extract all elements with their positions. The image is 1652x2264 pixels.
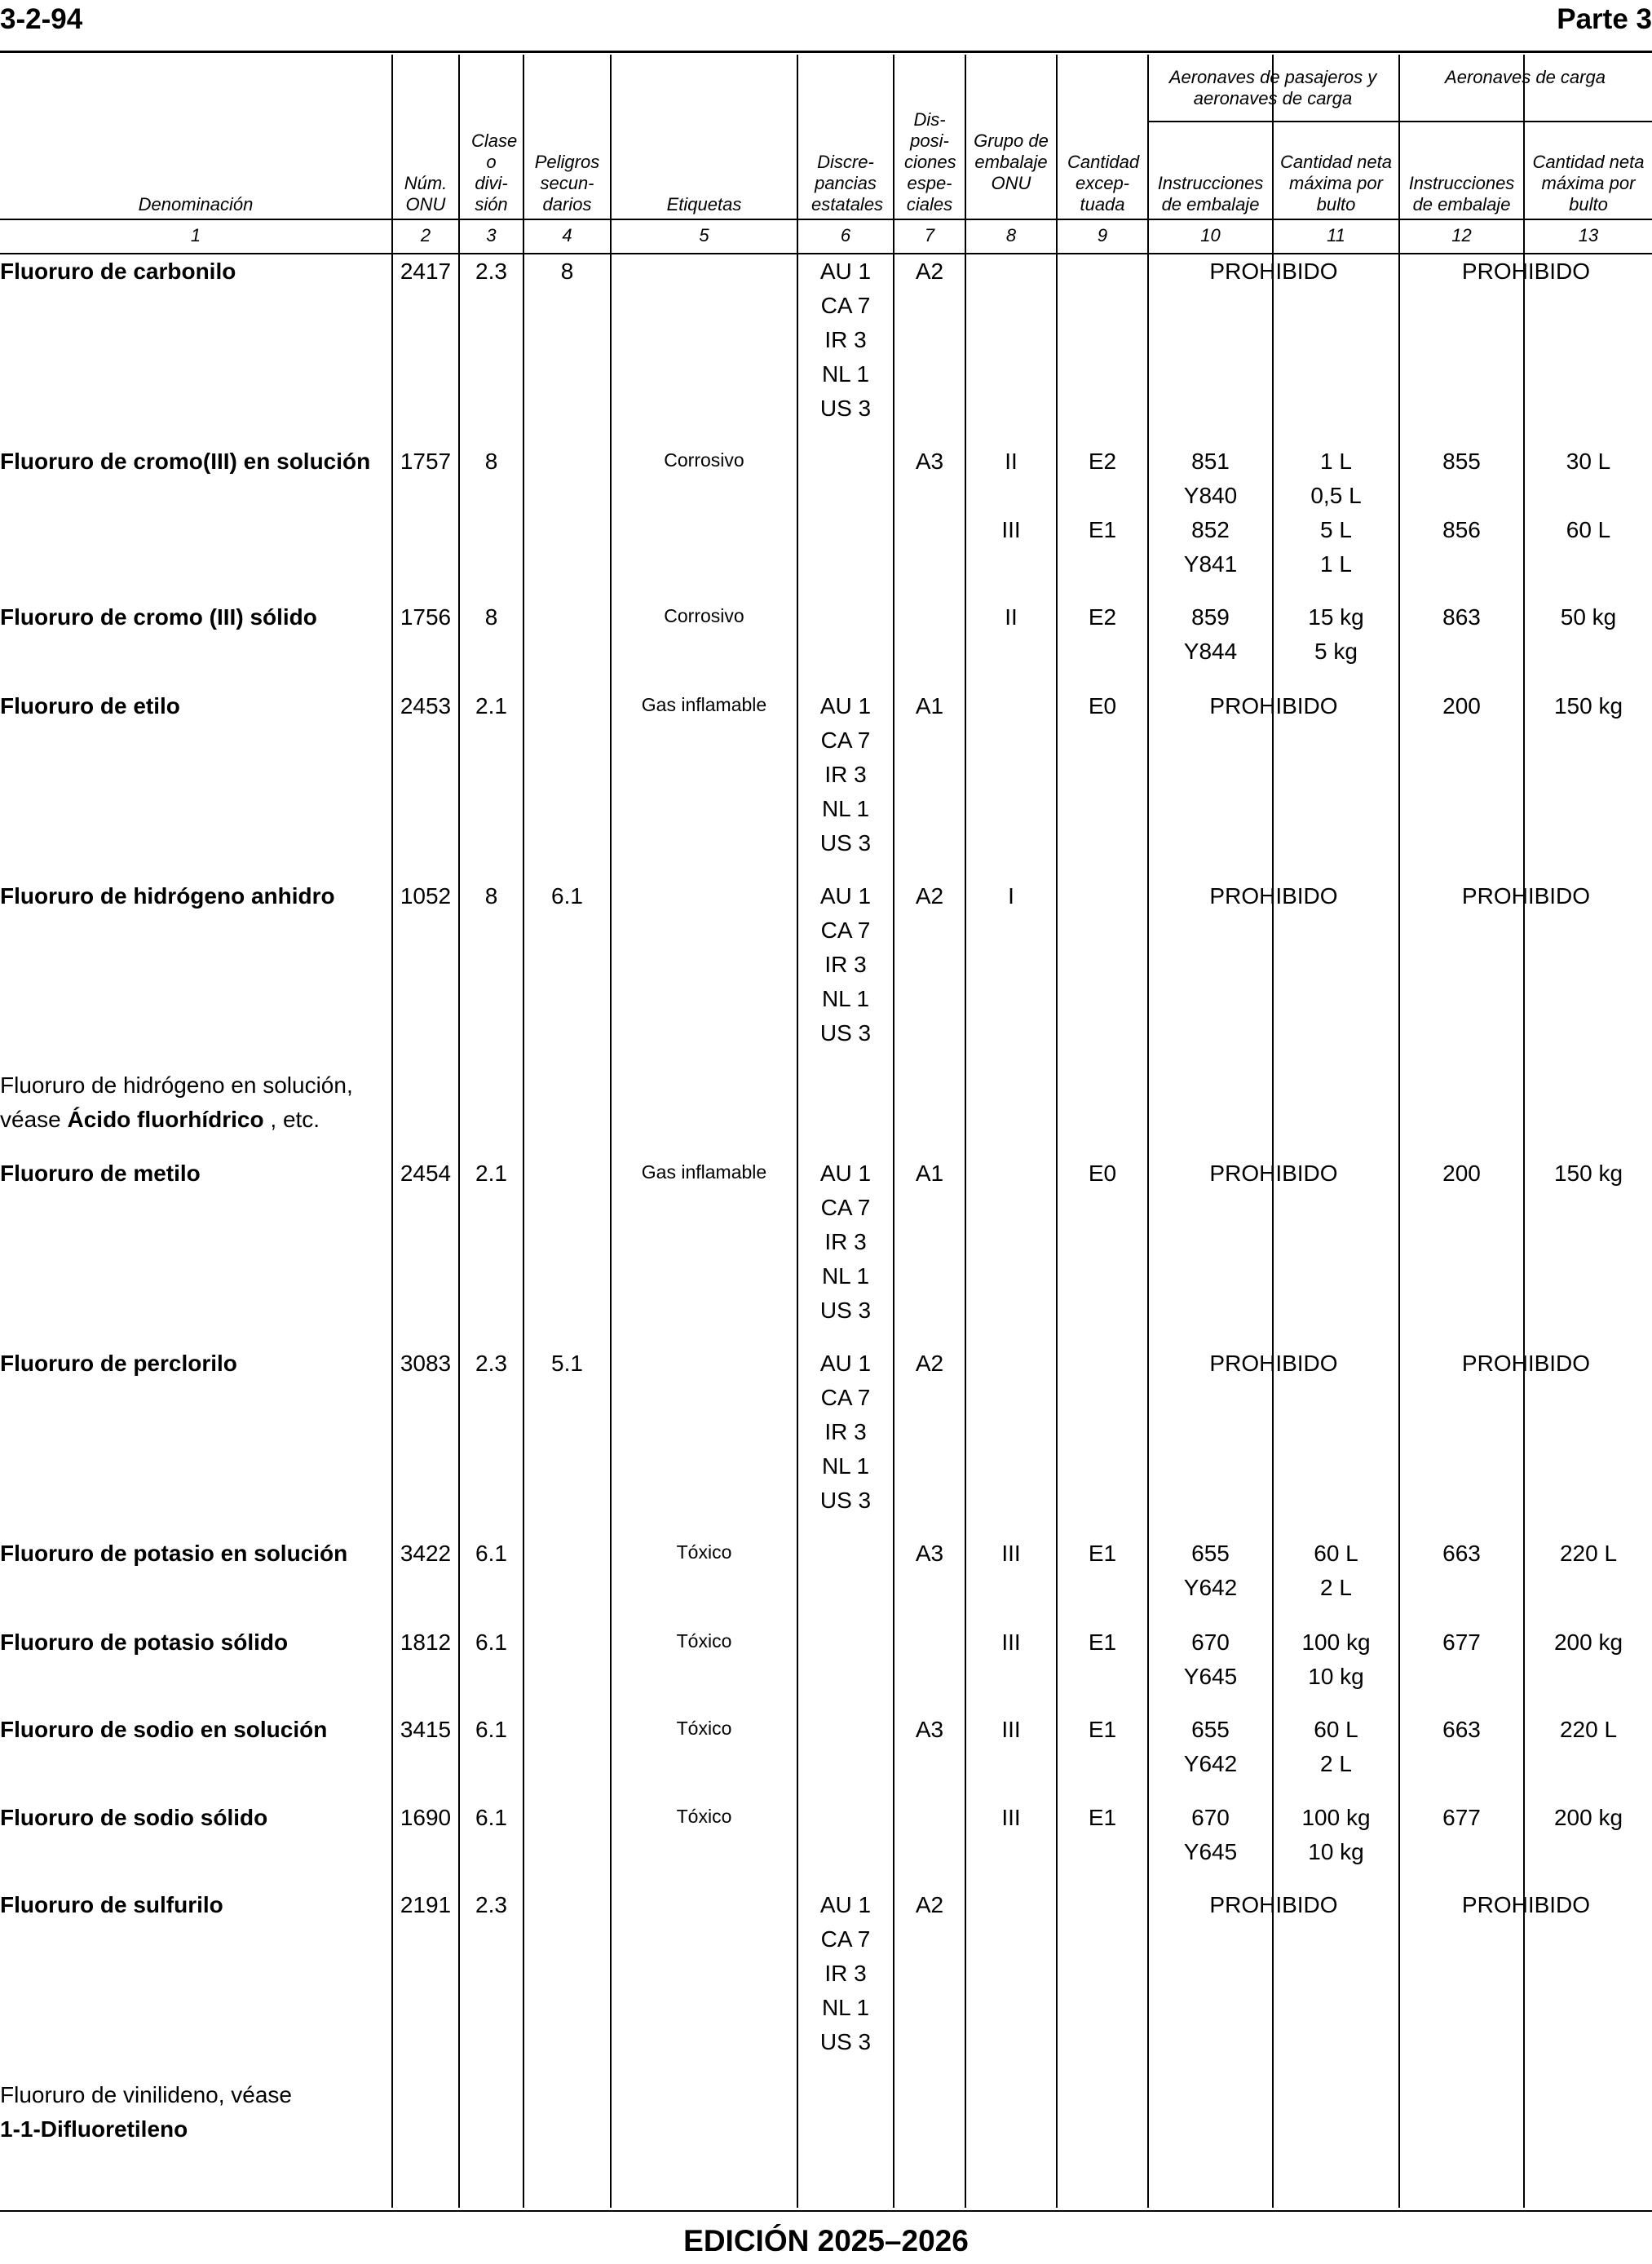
hazard-label: Gas inflamable [641, 694, 767, 715]
packing-group: II [1005, 604, 1018, 630]
max-qty-cargo: 200 kg [1553, 1805, 1623, 1830]
packing-instructions-pax: 655 Y642 [1183, 1717, 1238, 1776]
col-header-6: Discre- pancias estatales [811, 152, 884, 214]
subsidiary-hazard: 5.1 [551, 1351, 583, 1376]
col-number-1: 1 [190, 225, 201, 245]
col-header-4: Peligros secun- darios [534, 152, 600, 214]
prohibited-pax: PROHIBIDO [1209, 1892, 1338, 1917]
entry-name: Fluoruro de cromo (III) sólido [0, 604, 317, 630]
max-qty-cargo: 220 L [1559, 1717, 1618, 1742]
un-number: 1812 [400, 1629, 452, 1655]
max-qty-cargo: 150 kg [1553, 693, 1623, 719]
state-variations: AU 1 CA 7 IR 3 NL 1 US 3 [819, 1161, 872, 1323]
state-variations: AU 1 CA 7 IR 3 NL 1 US 3 [819, 1351, 872, 1513]
hazard-class: 2.3 [475, 259, 507, 284]
entry-name: Fluoruro de sodio en solución [0, 1717, 328, 1742]
prohibited-pax: PROHIBIDO [1209, 1161, 1338, 1186]
col-number-2: 2 [420, 225, 431, 245]
un-number: 1052 [400, 883, 452, 909]
col-number-8: 8 [1005, 225, 1017, 245]
un-number: 2454 [400, 1161, 452, 1186]
entry-name: Fluoruro de sulfurilo [0, 1892, 223, 1917]
special-provisions: A2 [915, 1351, 944, 1376]
un-number: 2191 [400, 1892, 452, 1917]
reference-line: Fluoruro de hidrógeno en solución, [0, 1072, 353, 1098]
packing-instructions-cargo: 677 [1442, 1805, 1481, 1830]
state-variations: AU 1 CA 7 IR 3 NL 1 US 3 [819, 693, 872, 856]
col-header-8: Grupo de embalaje ONU [974, 130, 1049, 193]
prohibited-cargo: PROHIBIDO [1461, 259, 1591, 284]
col-header-7: Dis- posi- ciones espe- ciales [904, 109, 956, 214]
edition-footer: EDICIÓN 2025–2026 [683, 2224, 969, 2257]
group-header-cargo: Aeronaves de carga [1445, 67, 1606, 87]
packing-instructions-cargo: 200 [1442, 693, 1481, 719]
col-header-3: Clase o divi- sión [471, 130, 518, 214]
entry-name: Fluoruro de sodio sólido [0, 1805, 268, 1830]
reference-line: véase Ácido fluorhídrico , etc. [0, 1107, 320, 1132]
max-qty-cargo: 30 L [1566, 449, 1611, 474]
excepted-quantity: E0 [1088, 693, 1117, 719]
max-qty-cargo: 200 kg [1553, 1629, 1623, 1655]
special-provisions: A3 [915, 1541, 944, 1566]
packing-instructions-pax: 851 Y840 852 Y841 [1183, 449, 1238, 577]
col-header-2: Núm. ONU [404, 173, 448, 214]
un-number: 3083 [400, 1351, 452, 1376]
un-number: 3422 [400, 1541, 452, 1566]
prohibited-pax: PROHIBIDO [1209, 883, 1338, 909]
part-label: Parte 3 [1557, 3, 1652, 35]
un-number: 3415 [400, 1717, 452, 1742]
special-provisions: A1 [915, 693, 944, 719]
hazard-class: 6.1 [475, 1541, 507, 1566]
packing-instructions-pax: 859 Y844 [1183, 604, 1238, 664]
hazard-label: Gas inflamable [641, 1161, 767, 1183]
packing-instructions-cargo: 677 [1442, 1629, 1481, 1655]
col-number-5: 5 [699, 225, 709, 245]
col-number-3: 3 [486, 225, 497, 245]
un-number: 1757 [400, 449, 452, 474]
hazard-class: 6.1 [475, 1717, 507, 1742]
col-number-13: 13 [1578, 225, 1599, 245]
subsidiary-hazard: 6.1 [551, 883, 583, 909]
hazard-label: Corrosivo [664, 449, 744, 471]
prohibited-cargo: PROHIBIDO [1461, 1351, 1591, 1376]
col-header-5: Etiquetas [666, 194, 742, 214]
special-provisions: A2 [915, 259, 944, 284]
packing-group: III [1001, 517, 1021, 542]
hazard-label: Tóxico [676, 1541, 732, 1563]
excepted-quantity: E1 [1088, 1629, 1117, 1655]
special-provisions: A2 [915, 883, 944, 909]
un-number: 2417 [400, 259, 452, 284]
max-qty-pax: 15 kg 5 kg [1308, 604, 1364, 664]
packing-group: III [1001, 1629, 1021, 1655]
entry-name: Fluoruro de potasio sólido [0, 1629, 289, 1655]
hazard-label: Tóxico [676, 1718, 732, 1739]
entry-name: Fluoruro de carbonilo [0, 259, 236, 284]
hazard-class: 8 [484, 604, 498, 630]
packing-instructions-pax: 655 Y642 [1183, 1541, 1238, 1600]
col-header-1: Denominación [138, 194, 254, 214]
col-header-10: Instrucciones de embalaje [1157, 173, 1264, 214]
packing-group: III [1001, 1717, 1021, 1742]
hazard-class: 6.1 [475, 1629, 507, 1655]
packing-group: III [1001, 1541, 1021, 1566]
prohibited-pax: PROHIBIDO [1209, 259, 1338, 284]
prohibited-cargo: PROHIBIDO [1461, 1892, 1591, 1917]
packing-instructions-pax: 670 Y645 [1183, 1629, 1238, 1689]
col-header-9: Cantidad excep- tuada [1067, 152, 1140, 214]
group-header-pax: Aeronaves de pasajeros y aeronaves de carga [1168, 67, 1377, 108]
reference-target: 1-1-Difluoretileno [0, 2116, 188, 2142]
prohibited-pax: PROHIBIDO [1209, 1351, 1338, 1376]
hazard-label: Corrosivo [664, 605, 744, 626]
entry-name: Fluoruro de metilo [0, 1161, 201, 1186]
page-number: 3-2-94 [0, 3, 83, 35]
col-number-12: 12 [1451, 225, 1472, 245]
state-variations: AU 1 CA 7 IR 3 NL 1 US 3 [819, 1892, 872, 2054]
packing-instructions-cargo: 856 [1442, 517, 1481, 542]
hazard-class: 2.3 [475, 1351, 507, 1376]
special-provisions: A2 [915, 1892, 944, 1917]
col-header-13: Cantidad neta máxima por bulto [1532, 152, 1645, 214]
max-qty-pax: 60 L 2 L [1314, 1717, 1358, 1776]
hazard-label: Tóxico [676, 1630, 732, 1652]
max-qty-cargo: 60 L [1566, 517, 1611, 542]
footer-rule [0, 2210, 1652, 2212]
prohibited-cargo: PROHIBIDO [1461, 883, 1591, 909]
max-qty-pax: 100 kg 10 kg [1301, 1805, 1371, 1864]
max-qty-pax: 100 kg 10 kg [1301, 1629, 1371, 1689]
excepted-quantity: E0 [1088, 1161, 1117, 1186]
entry-name: Fluoruro de cromo(III) en solución [0, 449, 371, 474]
packing-instructions-cargo: 663 [1442, 1717, 1481, 1742]
packing-instructions-cargo: 663 [1442, 1541, 1481, 1566]
packing-instructions-cargo: 863 [1442, 604, 1481, 630]
col-header-12: Instrucciones de embalaje [1408, 173, 1515, 214]
col-number-11: 11 [1327, 225, 1345, 245]
state-variations: AU 1 CA 7 IR 3 NL 1 US 3 [819, 259, 872, 421]
hazard-class: 8 [484, 449, 498, 474]
special-provisions: A3 [915, 449, 944, 474]
packing-instructions-cargo: 855 [1442, 449, 1481, 474]
excepted-quantity: E1 [1088, 1805, 1117, 1830]
un-number: 2453 [400, 693, 452, 719]
max-qty-cargo: 50 kg [1560, 604, 1617, 630]
excepted-quantity: E2 [1088, 604, 1117, 630]
entry-name: Fluoruro de hidrógeno anhidro [0, 883, 335, 909]
excepted-quantity: E1 [1088, 517, 1117, 542]
col-number-4: 4 [562, 225, 572, 245]
subsidiary-hazard: 8 [560, 259, 574, 284]
excepted-quantity: E1 [1088, 1541, 1117, 1566]
hazard-class: 8 [484, 883, 498, 909]
col-number-10: 10 [1200, 225, 1221, 245]
excepted-quantity: E1 [1088, 1717, 1117, 1742]
entry-name: Fluoruro de potasio en solución [0, 1541, 348, 1566]
max-qty-pax: 60 L 2 L [1314, 1541, 1358, 1600]
max-qty-cargo: 150 kg [1553, 1161, 1623, 1186]
packing-instructions-pax: 670 Y645 [1183, 1805, 1238, 1864]
special-provisions: A1 [915, 1161, 944, 1186]
col-header-11: Cantidad neta máxima por bulto [1280, 152, 1392, 214]
col-number-6: 6 [840, 225, 851, 245]
state-variations: AU 1 CA 7 IR 3 NL 1 US 3 [819, 883, 872, 1046]
packing-instructions-cargo: 200 [1442, 1161, 1481, 1186]
special-provisions: A3 [915, 1717, 944, 1742]
packing-group: III [1001, 1805, 1021, 1830]
hazard-class: 2.3 [475, 1892, 507, 1917]
hazard-class: 2.1 [475, 1161, 507, 1186]
excepted-quantity: E2 [1088, 449, 1117, 474]
header-rule [0, 51, 1652, 53]
packing-group: I [1008, 883, 1014, 909]
packing-group: II [1005, 449, 1018, 474]
max-qty-cargo: 220 L [1559, 1541, 1618, 1566]
prohibited-pax: PROHIBIDO [1209, 693, 1338, 719]
un-number: 1756 [400, 604, 452, 630]
entry-name: Fluoruro de etilo [0, 693, 180, 719]
col-number-9: 9 [1097, 225, 1108, 245]
max-qty-pax: 1 L 0,5 L 5 L 1 L [1310, 449, 1362, 577]
un-number: 1690 [400, 1805, 452, 1830]
entry-name: Fluoruro de perclorilo [0, 1351, 237, 1376]
hazard-label: Tóxico [676, 1806, 732, 1827]
col-number-7: 7 [924, 225, 935, 245]
reference-line: Fluoruro de vinilideno, véase [0, 2082, 292, 2107]
hazard-class: 6.1 [475, 1805, 507, 1830]
hazard-class: 2.1 [475, 693, 507, 719]
